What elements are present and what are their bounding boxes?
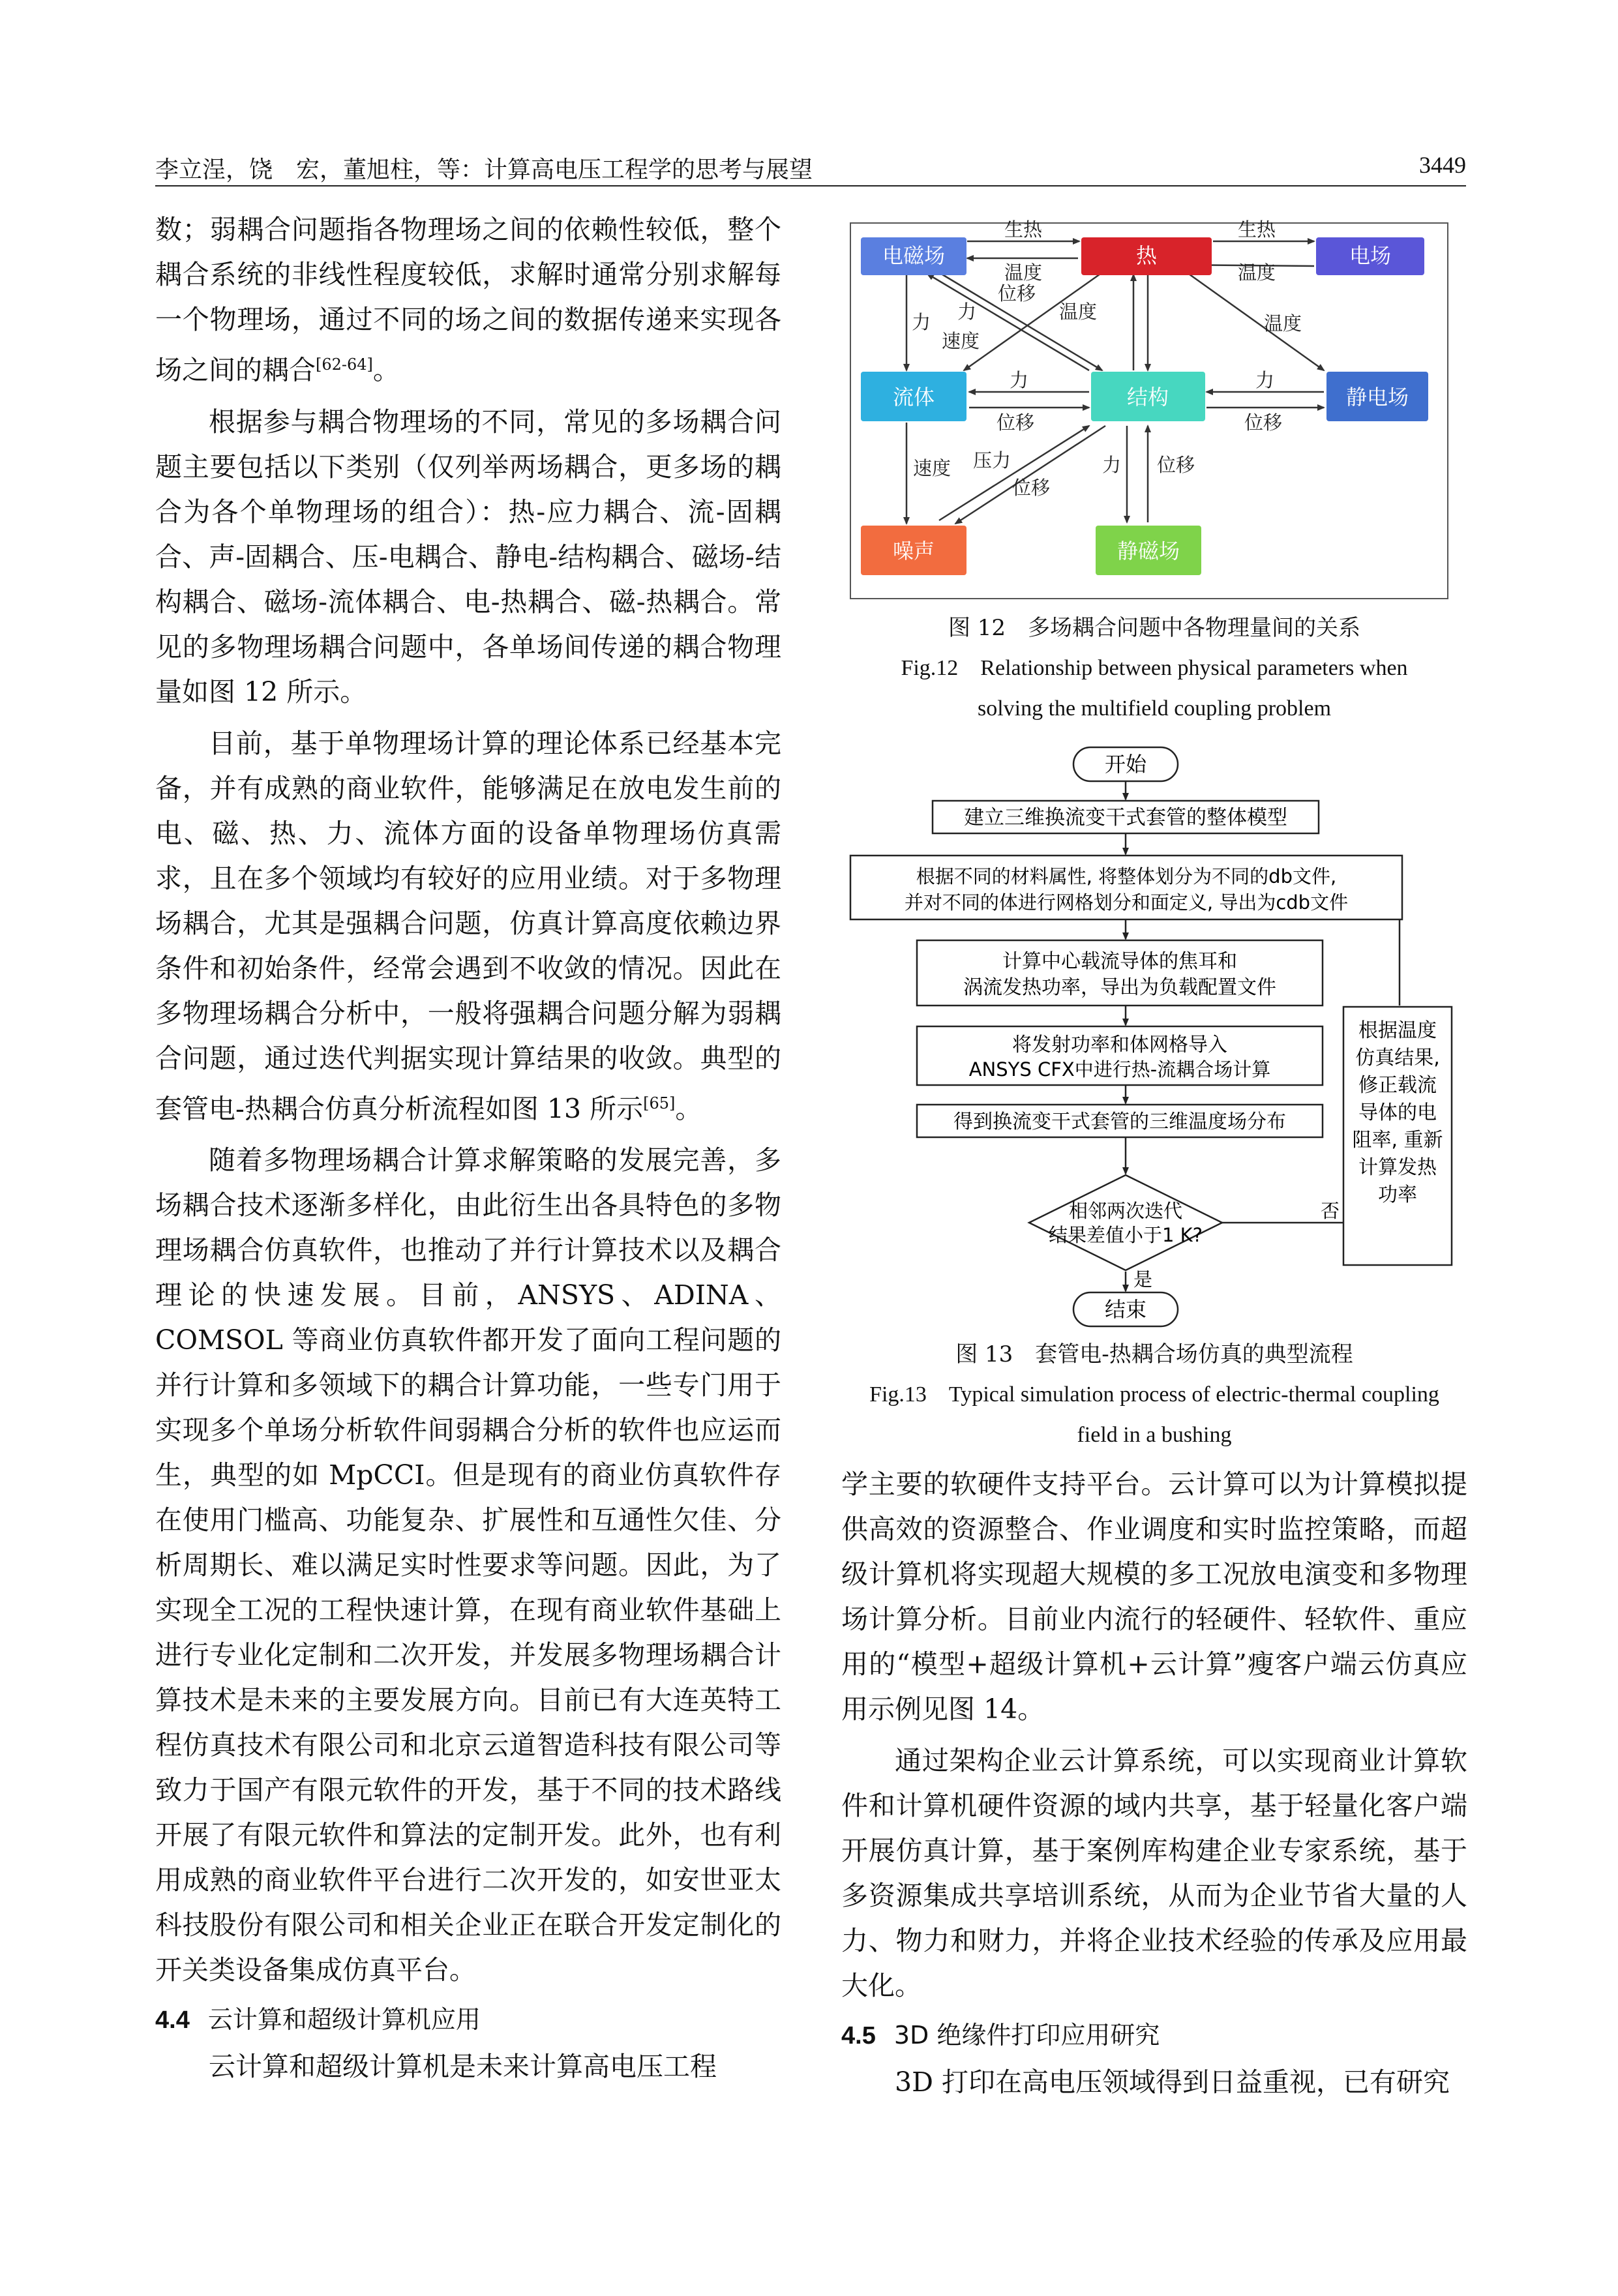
paragraph-text: 数；弱耦合问题指各物理场之间的依赖性较低，整个耦合系统的非线性程度较低，求解时通常分别求解每一个物理场，通过不同的场之间的数据传递来实现各场之间的耦合: [155, 214, 781, 386]
edge-label: 力: [1255, 369, 1275, 391]
feedback-line: 阻率, 重新: [1352, 1129, 1443, 1152]
edge-label: 位移: [996, 411, 1035, 434]
left-column: [155, 207, 781, 2096]
figure-12: [841, 207, 1467, 729]
edge-label: 力: [912, 311, 931, 333]
citation: [62-64]: [316, 355, 373, 374]
citation: [65]: [643, 1094, 676, 1112]
figure-13: [841, 738, 1467, 1455]
right-column: [841, 207, 1467, 2111]
edge-label: 力: [957, 301, 977, 323]
flow-step-3-label: 计算中心载流导体的焦耳和: [1002, 950, 1237, 973]
edge-label: 温度: [1238, 261, 1276, 284]
section-heading: [841, 2015, 1467, 2056]
flow-step-2-label: 并对不同的体进行网格划分和面定义, 导出为cdb文件: [904, 891, 1349, 914]
feedback-line: 导体的电: [1358, 1101, 1437, 1124]
flow-step-3-label: 涡流发热功率，导出为负载配置文件: [963, 976, 1276, 999]
header-title: 李立浧，饶 宏，董旭柱，等：计算高电压工程学的思考与展望: [155, 157, 813, 183]
no-label: 否: [1321, 1200, 1340, 1222]
paragraph: 根据参与耦合物理场的不同，常见的多场耦合问题主要包括以下类别（仅列举两场耦合，更多场的耦合为各个单物理场的组合）：热-应力耦合、流-固耦合、声-固耦合、压-电耦合、静电-结构耦合、磁场-结构耦合、磁场-流体耦合、电-热耦合、磁-热耦合。常见的多物理场耦合问题中，各单场间传递的耦合物理量如图 12 所示。: [155, 406, 781, 708]
edge-label: 温度: [1059, 301, 1098, 323]
node-magnetostatic: [1096, 526, 1201, 575]
edge-label: 压力: [973, 449, 1011, 471]
node-structure: [1091, 372, 1205, 421]
section-title: 云计算和超级计算机应用: [207, 2005, 481, 2035]
paragraph: 3D 打印在高电压领域得到日益重视，已有研究: [895, 2066, 1450, 2098]
flow-step-1-label: 建立三维换流变干式套管的整体模型: [964, 806, 1287, 829]
paragraph: 云计算和超级计算机是未来计算高电压工程: [209, 2051, 717, 2083]
paragraph-text: 。: [372, 354, 400, 386]
end-label: 结束: [1104, 1297, 1147, 1322]
node-label: 电磁场: [882, 243, 946, 268]
decision-label: 结果差值小于1 K?: [1048, 1224, 1203, 1246]
paragraph: 随着多物理场耦合计算求解策略的发展完善，多场耦合技术逐渐多样化，由此衍生出各具特色的多物理场耦合仿真软件，也推动了并行计算技术以及耦合理论的快速发展。目前，ANSYS、ADINA、COMSOL 等商业仿真软件都开发了面向工程问题的并行计算和多领域下的耦合计算功能，一些专门用于实现多个单场分析软件间弱耦合分析的软件也应运而生，典型的如 MpCCI。但是现有的商业仿真软件存在使用门槛高、功能复杂、扩展性和互通性欠佳、分析周期长、难以满足实时性要求等问题。因此，为了实现全工况的工程快速计算，在现有商业软件基础上进行专业化定制和二次开发，并发展多物理场耦合计算技术是未来的主要发展方向。目前已有大连英特工程仿真技术有限公司和北京云道智造科技有限公司等致力于国产有限元软件的开发，基于不同的技术路线开展了有限元软件和算法的定制开发。此外，也有利用成熟的商业软件平台进行二次开发的，如安世亚太科技股份有限公司和相关企业正在联合开发定制化的开关类设备集成仿真平台。: [155, 1144, 781, 1986]
edge-label: 力: [1010, 369, 1029, 391]
section-heading: [155, 1999, 781, 2040]
node-label: 噪声: [892, 539, 935, 563]
edge-label: 速度: [913, 457, 951, 479]
node-noise: [861, 526, 966, 575]
node-electric-field: [1316, 237, 1424, 275]
feedback-line: 功率: [1378, 1184, 1417, 1206]
feedback-line: 仿真结果,: [1355, 1047, 1440, 1069]
feedback-line: 计算发热: [1358, 1156, 1437, 1179]
paragraph: 学主要的软硬件支持平台。云计算可以为计算模拟提供高效的资源整合、作业调度和实时监控策略，而超级计算机将实现超大规模的多工况放电演变和多物理场计算分析。目前业内流行的轻硬件、轻软件、重应用的“模型+超级计算机+云计算”瘦客户端云仿真应用示例见图 14。: [841, 1469, 1467, 1725]
node-label: 流体: [892, 385, 935, 410]
running-header: [155, 149, 1466, 186]
coupling-diagram: [841, 207, 1467, 605]
figure-13-caption-en: Fig.13 Typical simulation process of electric-thermal coupling: [869, 1382, 1439, 1407]
figure-12-caption-en: Fig.12 Relationship between physical parameters when: [901, 656, 1408, 680]
node-label: 静电场: [1345, 385, 1409, 410]
figure-13-caption-en-cont: field in a bushing: [1077, 1423, 1232, 1447]
section-title: 3D 绝缘件打印应用研究: [893, 2021, 1160, 2050]
node-electromagnetic: [861, 237, 966, 275]
flow-step-5-label: 得到换流变干式套管的三维温度场分布: [953, 1111, 1286, 1133]
paragraph-text: 。: [675, 1093, 702, 1125]
paragraph-text: 目前，基于单物理场计算的理论体系已经基本完备，并有成熟的商业软件，能够满足在放电发生前的电、磁、热、力、流体方面的设备单物理场仿真需求，且在多个领域均有较好的应用业绩。对于多物理场耦合，尤其是强耦合问题，仿真计算高度依赖边界条件和初始条件，经常会遇到不收敛的情况。因此在多物理场耦合分析中，一般将强耦合问题分解为弱耦合问题，通过迭代判据实现计算结果的收敛。典型的套管电-热耦合仿真分析流程如图 13 所示: [155, 727, 781, 1125]
flowchart: [841, 738, 1467, 1332]
flow-step-4-label: ANSYS CFX中进行热-流耦合场计算: [968, 1058, 1271, 1081]
edge-label: 位移: [1244, 411, 1283, 434]
edge-label: 力: [1102, 454, 1122, 476]
feedback-text: [1352, 1019, 1443, 1206]
page-number: 3449: [1419, 152, 1466, 178]
node-label: 电场: [1349, 243, 1392, 268]
decision-diamond: [1029, 1175, 1222, 1270]
figure-13-caption-zh: 图 13 套管电-热耦合场仿真的典型流程: [955, 1341, 1353, 1367]
flow-step-4-label: 将发射功率和体网格导入: [1012, 1034, 1227, 1056]
node-label: 结构: [1126, 385, 1169, 410]
edge-label: 温度: [1004, 261, 1043, 284]
paragraph: [155, 207, 781, 393]
paragraph: 通过架构企业云计算系统，可以实现商业计算软件和计算机硬件资源的域内共享，基于轻量化客户端开展仿真计算，基于案例库构建企业专家系统，基于多资源集成共享培训系统，从而为企业节省大量的人力、物力和财力，并将企业技术经验的传承及应用最大化。: [841, 1745, 1467, 2001]
figure-12-caption-en-cont: solving the multifield coupling problem: [977, 696, 1332, 721]
decision-label: 相邻两次迭代: [1068, 1200, 1183, 1222]
edge-label: 生热: [1238, 218, 1276, 241]
start-label: 开始: [1104, 752, 1147, 777]
feedback-line: 根据温度: [1358, 1019, 1437, 1042]
section-number: 4.5: [841, 2022, 876, 2050]
node-label: 热: [1135, 243, 1158, 268]
edge-label: 生热: [1004, 218, 1043, 241]
flow-step-2-label: 根据不同的材料属性, 将整体划分为不同的db文件,: [916, 865, 1337, 887]
edge-label: 温度: [1264, 312, 1302, 335]
node-label: 静磁场: [1116, 539, 1180, 563]
section-number: 4.4: [155, 2006, 190, 2035]
node-heat: [1081, 237, 1212, 275]
edge-label: 位移: [1157, 454, 1195, 476]
node-fluid: [861, 372, 966, 421]
edge-label: 速度: [942, 330, 980, 352]
edge-label: 位移: [1012, 477, 1051, 499]
node-electrostatic: [1326, 372, 1428, 421]
paragraph: [155, 721, 781, 1132]
yes-label: 是: [1133, 1268, 1153, 1290]
feedback-line: 修正载流: [1358, 1074, 1437, 1097]
edge-label: 位移: [998, 282, 1036, 305]
figure-12-caption-zh: 图 12 多场耦合问题中各物理量间的关系: [948, 615, 1361, 641]
